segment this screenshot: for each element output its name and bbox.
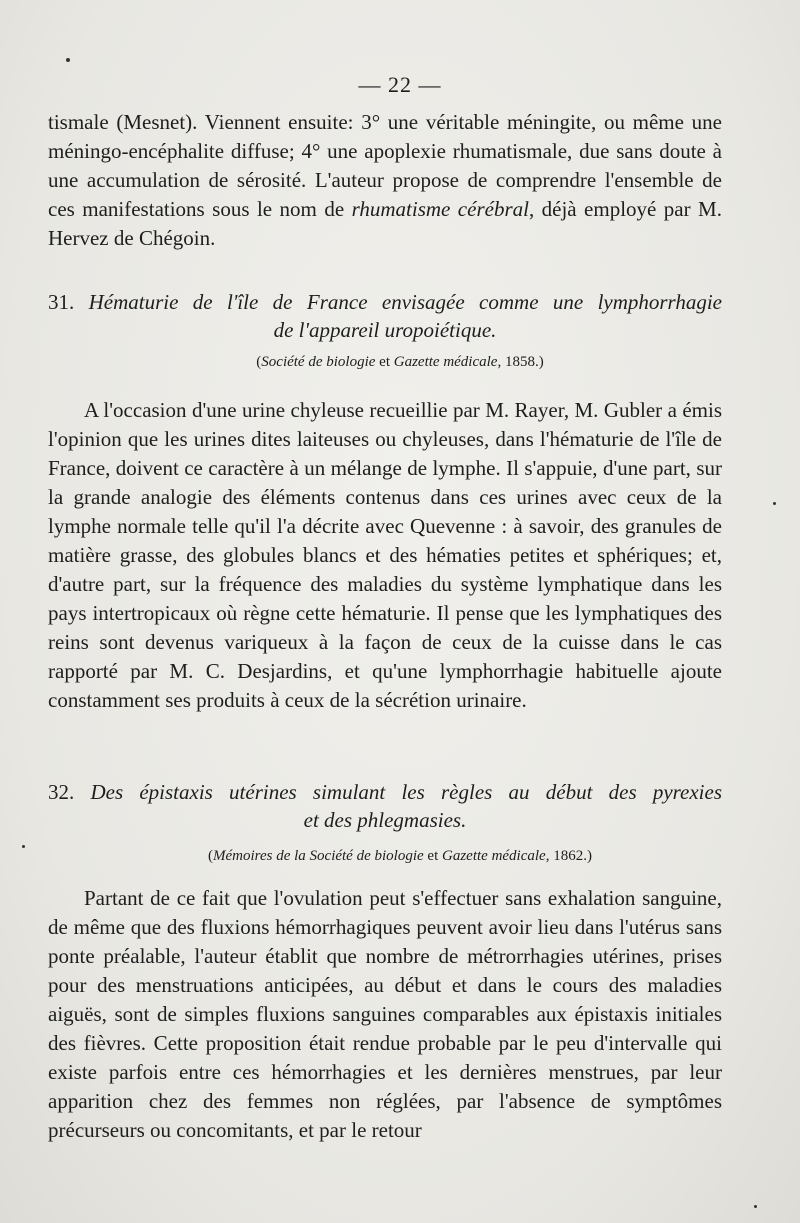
section-32-number: 32. (48, 780, 75, 804)
source-conj: et (379, 354, 390, 370)
section-31-title-line1: Hématurie de l'île de France envisagée comme une lymphorrhagie (88, 290, 723, 314)
source-journal: Mémoires de la Société de biologie (213, 848, 424, 864)
ink-speck (773, 502, 776, 505)
intro-term: rhumatisme cérébral (351, 197, 529, 221)
source-gazette: Gazette médicale (393, 354, 498, 370)
section-31-number: 31. (48, 290, 75, 314)
ink-speck (66, 58, 70, 62)
intro-paragraph (48, 108, 722, 253)
ink-speck (754, 1205, 757, 1208)
source-conj: et (427, 848, 439, 864)
source-journal: Société de biologie (261, 354, 376, 370)
section-32-heading (48, 778, 722, 834)
section-32-title-line2: et des phlegmasies. (303, 808, 467, 832)
section-32-title-line1: Des épistaxis utérines simulant les règles au début des pyrexies (90, 780, 723, 804)
section-32-source: (Mémoires de la Société de biologie et Gazette médicale, 1862.) (208, 848, 592, 864)
section-31-heading (48, 288, 722, 344)
source-gazette: Gazette médicale (442, 848, 546, 864)
page-number: — 22 — (358, 72, 442, 97)
intro-text: tismale (Mesnet). Viennent ensuite: 3° une véritable méningite, ou même une méningo-encéphalite diffuse; 4° une apoplexie rhumatismale, due sans doute à une accumulation de sérosité. L'auteur propose de comprendre l'ensemble de ces manifestations sous le nom de (48, 110, 722, 221)
section-32-body: Partant de ce fait que l'ovulation peut s'effectuer sans exhalation sanguine, de même que des fluxions hémorrhagiques peuvent avoir lieu dans l'utérus sans ponte préalable, l'auteur établit que nombre de métrorrhagies utérines, prises pour des menstruations anticipées, au début et dans le cours des maladies aiguës, sont de simples fluxions sanguines comparables aux épistaxis initiales des fièvres. Cette proposition était rendue probable par le peu d'intervalle qui existe parfois entre ces hémorrhagies et les dernières menstrues, par leur apparition chez des femmes non réglées, par l'absence de symptômes précurseurs ou concomitants, et par le retour (48, 886, 722, 1142)
source-year: , 1858. (497, 354, 539, 370)
section-31-body: A l'occasion d'une urine chyleuse recueillie par M. Rayer, M. Gubler a émis l'opinion que les urines dites laiteuses ou chyleuses, dans l'hématurie de l'île de France, doivent ce caractère à un mélange de lymphe. Il s'appuie, d'une part, sur la grande analogie des éléments contenus dans ces urines avec ceux de la lymphe normale telle qu'il l'a décrite avec Quevenne : à savoir, des granules de matière grasse, des globules blancs et des hématies petites et sphériques; et, d'autre part, sur la fréquence des maladies du système lymphatique dans les pays intertropicaux où règne cette hématurie. Il pense que les lymphatiques des reins sont devenus variqueux à la façon de ceux de la cuisse dans le cas rapporté par M. C. Desjardins, et qu'une lymphorrhagie habituelle ajoute constamment ses produits à ceux de la sécrétion urinaire. (48, 398, 722, 712)
intro-tail: , déjà employé par M. Hervez de Chégoin. (48, 197, 722, 250)
section-31-title-line2: de l'appareil uropoiétique. (273, 318, 497, 342)
section-31-source: (Société de biologie et Gazette médicale, 1858.) (256, 354, 544, 370)
source-year: , 1862. (545, 848, 587, 864)
